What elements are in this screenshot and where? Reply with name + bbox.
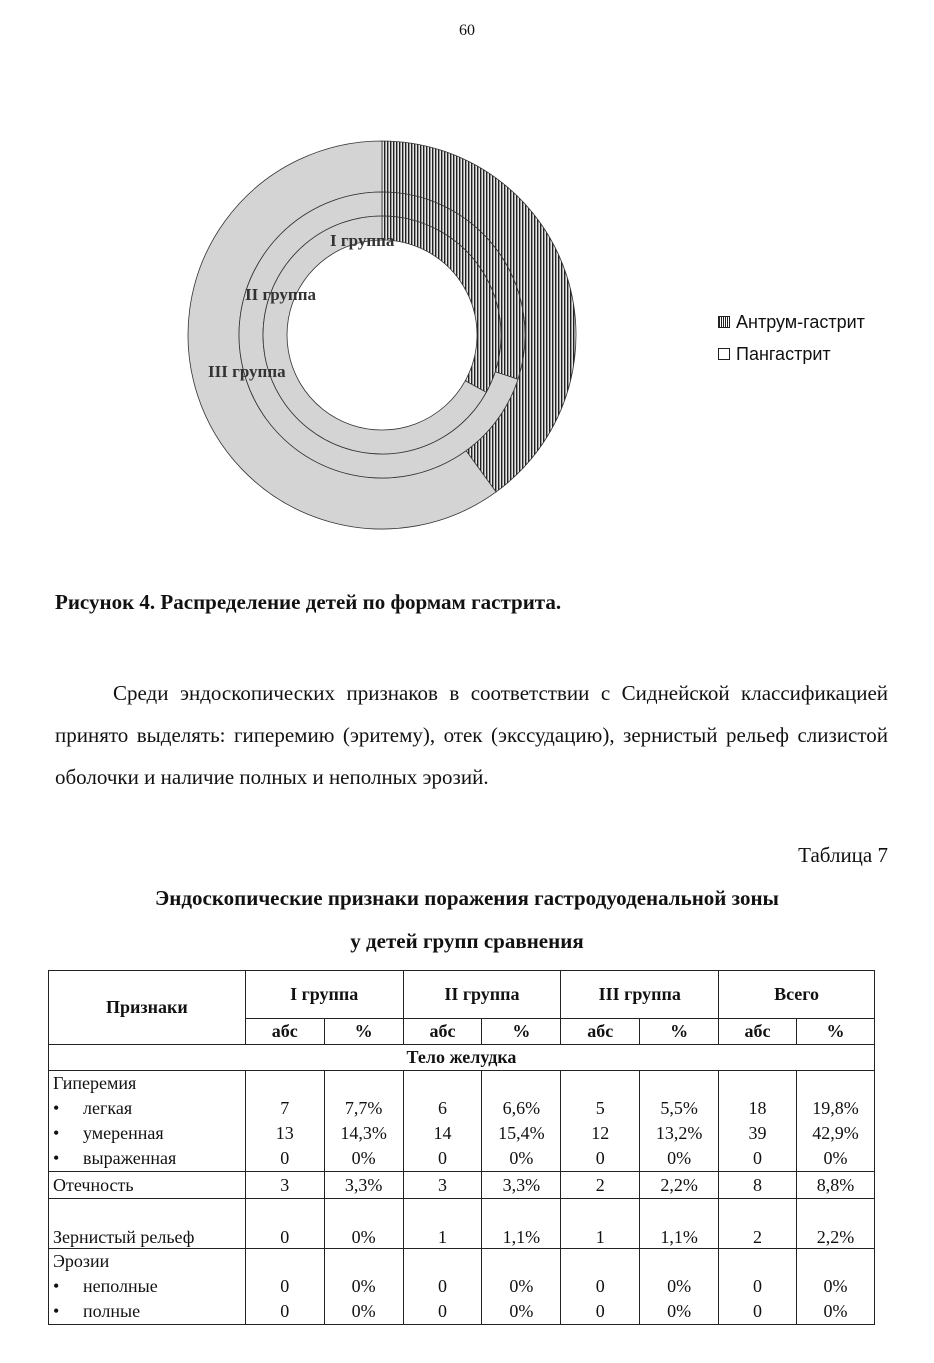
abs-header: абс	[719, 1019, 797, 1045]
row-label: • умеренная	[53, 1121, 241, 1146]
value-cell: 0%	[823, 1276, 848, 1296]
row-label: • полные	[53, 1299, 241, 1324]
value-cell: 3,3%	[482, 1172, 561, 1199]
value-cell: 3,3%	[324, 1172, 403, 1199]
value-cell: 6	[437, 1098, 447, 1118]
value-cell: 0	[753, 1276, 763, 1296]
value-cell: 42,9%	[812, 1123, 859, 1143]
value-cell: 14,3%	[340, 1123, 387, 1143]
group1-header: I группа	[245, 971, 403, 1019]
body-paragraph: Среди эндоскопических признаков в соответствии с Сиднейской классификацией принято выделять: гиперемию (эритему), отек (экссудацию), зернистый рельеф слизистой оболочки и наличие полных и неполных эрозий.	[55, 681, 888, 789]
value-cell: 0%	[823, 1301, 848, 1321]
table-row	[49, 1071, 875, 1172]
value-cell: 8	[719, 1172, 797, 1199]
table-row	[49, 1199, 875, 1249]
value-cell: 5,5%	[660, 1098, 698, 1118]
legend-item-antrum	[718, 306, 865, 338]
value-cell: 7	[280, 1098, 290, 1118]
value-cell: 0	[280, 1148, 290, 1168]
value-cell: 15,4%	[498, 1123, 545, 1143]
pct-header: %	[482, 1019, 561, 1045]
gastritis-donut-chart	[150, 110, 610, 560]
value-cell: 0%	[667, 1276, 692, 1296]
hyperemia-cell	[49, 1071, 246, 1172]
value-cell: 8,8%	[796, 1172, 874, 1199]
value-cell: 1,1%	[640, 1199, 719, 1249]
value-cell: 12	[591, 1123, 610, 1143]
chart-legend	[718, 306, 865, 370]
table-row	[49, 1249, 875, 1325]
erosions-cell	[49, 1249, 246, 1325]
header-row	[49, 971, 875, 1019]
value-cell: 0	[437, 1276, 447, 1296]
value-cell: 1	[403, 1199, 482, 1249]
signs-header: Признаки	[49, 971, 246, 1045]
value-cell: 1,1%	[482, 1199, 561, 1249]
value-cell: 19,8%	[812, 1098, 859, 1118]
total-header: Всего	[719, 971, 875, 1019]
value-cell: 0	[437, 1148, 447, 1168]
pct-header: %	[640, 1019, 719, 1045]
ring-label-2: II группа	[245, 285, 317, 304]
table-title-line1: Эндоскопические признаки поражения гастродуоденальной зоны	[155, 886, 779, 910]
value-cell: 0%	[667, 1301, 692, 1321]
ring-label-1: I группа	[330, 231, 395, 250]
value-cell: 1	[561, 1199, 640, 1249]
value-cell: 0	[437, 1301, 447, 1321]
erosions-label: Эрозии	[53, 1251, 110, 1271]
figure-caption: Рисунок 4. Распределение детей по формам гастрита.	[55, 590, 562, 614]
value-cell: 3	[245, 1172, 324, 1199]
value-cell: 2,2%	[796, 1199, 874, 1249]
abs-header: абс	[561, 1019, 640, 1045]
value-cell: 14	[433, 1123, 452, 1143]
group2-header: II группа	[403, 971, 561, 1019]
table-row	[49, 1172, 875, 1199]
value-cell: 3	[403, 1172, 482, 1199]
value-cell: 0%	[351, 1301, 376, 1321]
value-cell: 0%	[324, 1199, 403, 1249]
abs-header: абс	[403, 1019, 482, 1045]
value-cell: 0%	[351, 1148, 376, 1168]
legend-item-pan	[718, 338, 865, 370]
group3-header: III группа	[561, 971, 719, 1019]
endoscopy-table	[48, 970, 875, 1325]
value-cell: 0	[595, 1148, 605, 1168]
section-label: Тело желудка	[49, 1045, 875, 1071]
value-cell: 0	[595, 1276, 605, 1296]
value-cell: 2	[719, 1199, 797, 1249]
row-label: • выраженная	[53, 1146, 241, 1171]
hatch-swatch-icon	[718, 316, 730, 328]
value-cell: 0	[280, 1276, 290, 1296]
granular-label: Зернистый рельеф	[49, 1199, 246, 1249]
table-label: Таблица 7	[798, 843, 888, 867]
section-row	[49, 1045, 875, 1071]
value-cell: 0%	[667, 1148, 692, 1168]
value-cell: 0	[595, 1301, 605, 1321]
legend-label-pan: Пангастрит	[736, 344, 831, 364]
value-cell: 7,7%	[344, 1098, 383, 1118]
value-cell: 0%	[509, 1301, 534, 1321]
value-cell: 5	[595, 1098, 605, 1118]
value-cell: 39	[748, 1123, 767, 1143]
value-cell: 0%	[509, 1276, 534, 1296]
value-cell: 6,6%	[502, 1098, 541, 1118]
value-cell: 13	[275, 1123, 294, 1143]
value-cell: 0%	[509, 1148, 534, 1168]
empty-swatch-icon	[718, 348, 730, 360]
value-cell: 0%	[823, 1148, 848, 1168]
ring-label-3: III группа	[208, 362, 286, 381]
value-cell: 2	[561, 1172, 640, 1199]
value-cell: 0	[245, 1199, 324, 1249]
value-cell: 0%	[351, 1276, 376, 1296]
value-cell: 13,2%	[655, 1123, 703, 1143]
pct-header: %	[324, 1019, 403, 1045]
value-cell: 18	[748, 1098, 767, 1118]
value-cell: 0	[753, 1148, 763, 1168]
row-label: • неполные	[53, 1274, 241, 1299]
page-number: 60	[459, 22, 475, 39]
hyperemia-label: Гиперемия	[53, 1073, 137, 1093]
table-title-line2: у детей групп сравнения	[350, 929, 584, 953]
pct-header: %	[796, 1019, 874, 1045]
legend-label-antrum: Антрум-гастрит	[736, 312, 865, 332]
abs-header: абс	[245, 1019, 324, 1045]
row-label: • легкая	[53, 1096, 241, 1121]
value-cell: 2,2%	[640, 1172, 719, 1199]
value-cell: 0	[753, 1301, 763, 1321]
edema-label: Отечность	[49, 1172, 246, 1199]
value-cell: 0	[280, 1301, 290, 1321]
